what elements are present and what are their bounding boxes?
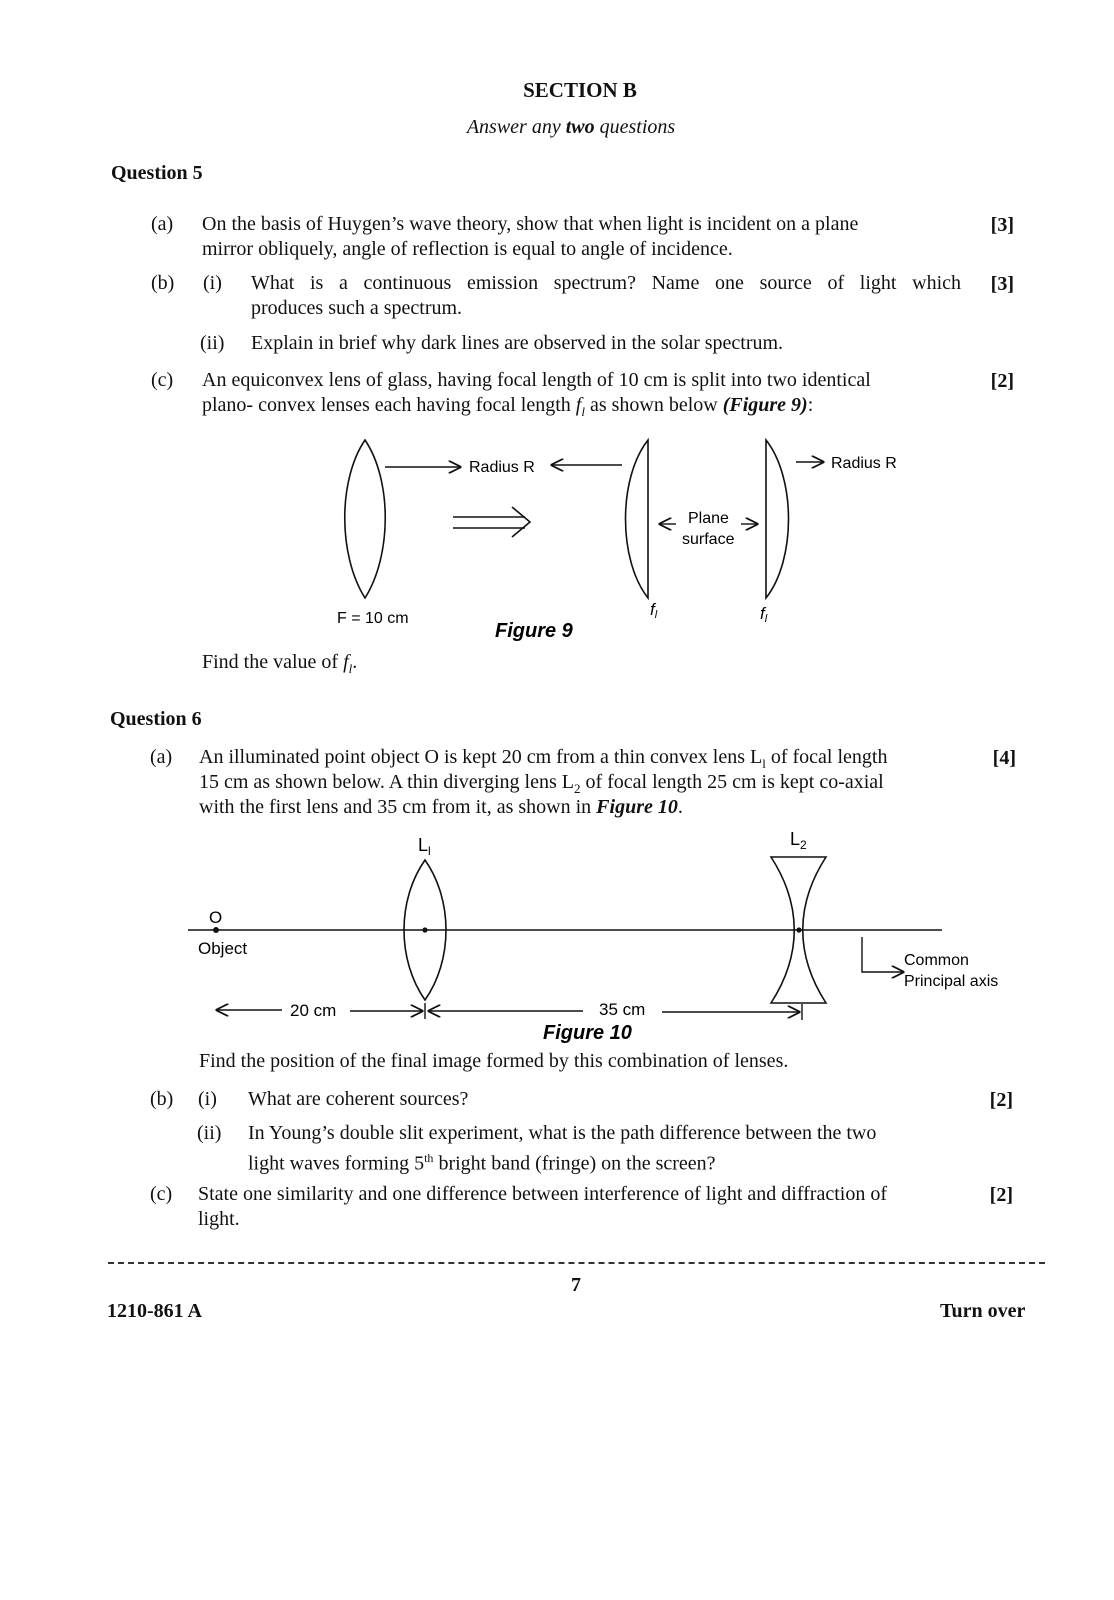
q5b-i-line1: What is a continuous emission spectrum? Name one source of light which (251, 272, 961, 294)
principal-axis-label-1: Common (904, 952, 969, 969)
focal-symbol: f (575, 394, 582, 416)
q6b-marks: [2] (989, 1089, 1013, 1111)
dist-35cm-label: 35 cm (599, 1000, 646, 1019)
q6c-line1: State one similarity and one difference between interference of light and diffraction of (198, 1183, 887, 1205)
q6a-subscript: l (762, 756, 766, 771)
q5a-label: (a) (151, 213, 174, 235)
plane-surface-label-1: Plane (688, 510, 729, 527)
lens-l2-center (796, 927, 801, 932)
principal-axis-pointer (862, 937, 903, 972)
q6a-subscript: 2 (573, 781, 581, 796)
lens-l1-center (422, 927, 427, 932)
q6a-text: . (677, 796, 683, 818)
q6a-text: 15 cm as shown below. A thin diverging lens L (199, 771, 574, 793)
q6b-ii-line2 (248, 1146, 716, 1177)
q6a-text: of focal length (765, 746, 888, 768)
fl-label-left: fl (650, 600, 658, 621)
q5c-marks: [2] (990, 370, 1014, 392)
q6b-text: bright band (fringe) on the screen? (433, 1152, 716, 1175)
q6c-label: (c) (150, 1183, 173, 1205)
paper-code: 1210-861 A (107, 1300, 202, 1322)
q6b-ii-line1: In Young’s double slit experiment, what is the path difference between the two (248, 1122, 877, 1144)
q6c-line2: light. (198, 1208, 240, 1230)
q6a-line3 (199, 795, 683, 820)
section-title: SECTION B (523, 78, 637, 102)
focal-symbol: f (343, 651, 349, 673)
q6b-label: (b) (150, 1088, 174, 1110)
q5a-line2: mirror obliquely, angle of reflection is equal to angle of incidence. (202, 238, 733, 260)
q5b-label: (b) (151, 272, 175, 294)
figure-9-caption: Figure 9 (495, 620, 573, 642)
q6a-text: of focal length 25 cm is kept co-axial (580, 771, 884, 793)
q6b-i-text: What are coherent sources? (248, 1088, 469, 1110)
turn-over: Turn over (940, 1300, 1026, 1322)
focal-subscript: l (348, 661, 353, 676)
object-letter: O (209, 908, 223, 927)
instruction-text: Answer any (466, 116, 561, 138)
q5c-text: as shown below (584, 394, 723, 416)
q5a-line1: On the basis of Huygen’s wave theory, show that when light is incident on a plane (202, 213, 859, 235)
q6a-find: Find the position of the final image formed by this combination of lenses. (199, 1050, 789, 1072)
fl-label-right: fl (760, 604, 768, 625)
question-6-heading: Question 6 (110, 708, 202, 730)
q6c-marks: [2] (989, 1184, 1013, 1206)
q6a-label: (a) (150, 746, 173, 768)
question-5-heading: Question 5 (111, 162, 203, 184)
principal-axis-label-2: Principal axis (904, 973, 999, 990)
q6a-text: An illuminated point object O is kept 20 cm from a thin convex lens L (199, 746, 763, 768)
q5c-label: (c) (151, 369, 174, 391)
q6a-text: with the first lens and 35 cm from it, as shown in (199, 796, 597, 818)
plano-convex-lens-left (626, 440, 649, 598)
q5c-find (202, 650, 357, 681)
figure-10-caption: Figure 10 (543, 1022, 632, 1044)
q5b-i-label: (i) (203, 272, 222, 294)
q5c-text: : (807, 394, 814, 416)
q5b-ii-label: (ii) (200, 332, 225, 354)
implies-arrow (453, 507, 530, 537)
q6b-i-label: (i) (198, 1088, 217, 1110)
q5c-line1: An equiconvex lens of glass, having focal length of 10 cm is split into two identical (202, 369, 871, 391)
figure-9-reference: (Figure 9) (722, 394, 808, 416)
plano-convex-lens-right (766, 440, 789, 598)
q5c-text: plano- convex lenses each having focal length (202, 394, 571, 416)
q5c-find-text: . (352, 651, 358, 673)
page-number: 7 (571, 1274, 581, 1296)
lens-l2-label: $L_2$ (790, 829, 807, 852)
q5b-i-line2: produces such a spectrum. (251, 297, 463, 319)
q5b-marks: [3] (990, 273, 1014, 295)
plane-surface-label-2: surface (682, 531, 735, 548)
q6b-superscript: th (424, 1151, 434, 1165)
footer-divider (108, 1262, 1045, 1264)
q5a-marks: [3] (990, 214, 1014, 236)
equiconvex-lens (345, 440, 386, 598)
lens-l1-label: $L_l$ (418, 835, 431, 858)
instruction-text: questions (599, 116, 676, 138)
object-point (213, 927, 219, 933)
focal-length-label: F = 10 cm (337, 610, 409, 627)
radius-left-label: Radius R (469, 459, 535, 476)
focal-subscript: l (581, 404, 585, 419)
q5b-ii-line1: Explain in brief why dark lines are observed in the solar spectrum. (251, 332, 784, 354)
q5c-find-text: Find the value of (202, 651, 339, 673)
radius-right-label: Radius R (831, 455, 897, 472)
instruction-bold: two (565, 116, 595, 138)
q6b-text: light waves forming 5 (248, 1152, 425, 1175)
q6a-marks: [4] (992, 747, 1016, 769)
dist-20cm-label: 20 cm (290, 1001, 337, 1020)
figure-10-reference: Figure 10 (596, 796, 678, 818)
q6b-ii-label: (ii) (197, 1122, 222, 1144)
object-label: Object (198, 939, 248, 958)
